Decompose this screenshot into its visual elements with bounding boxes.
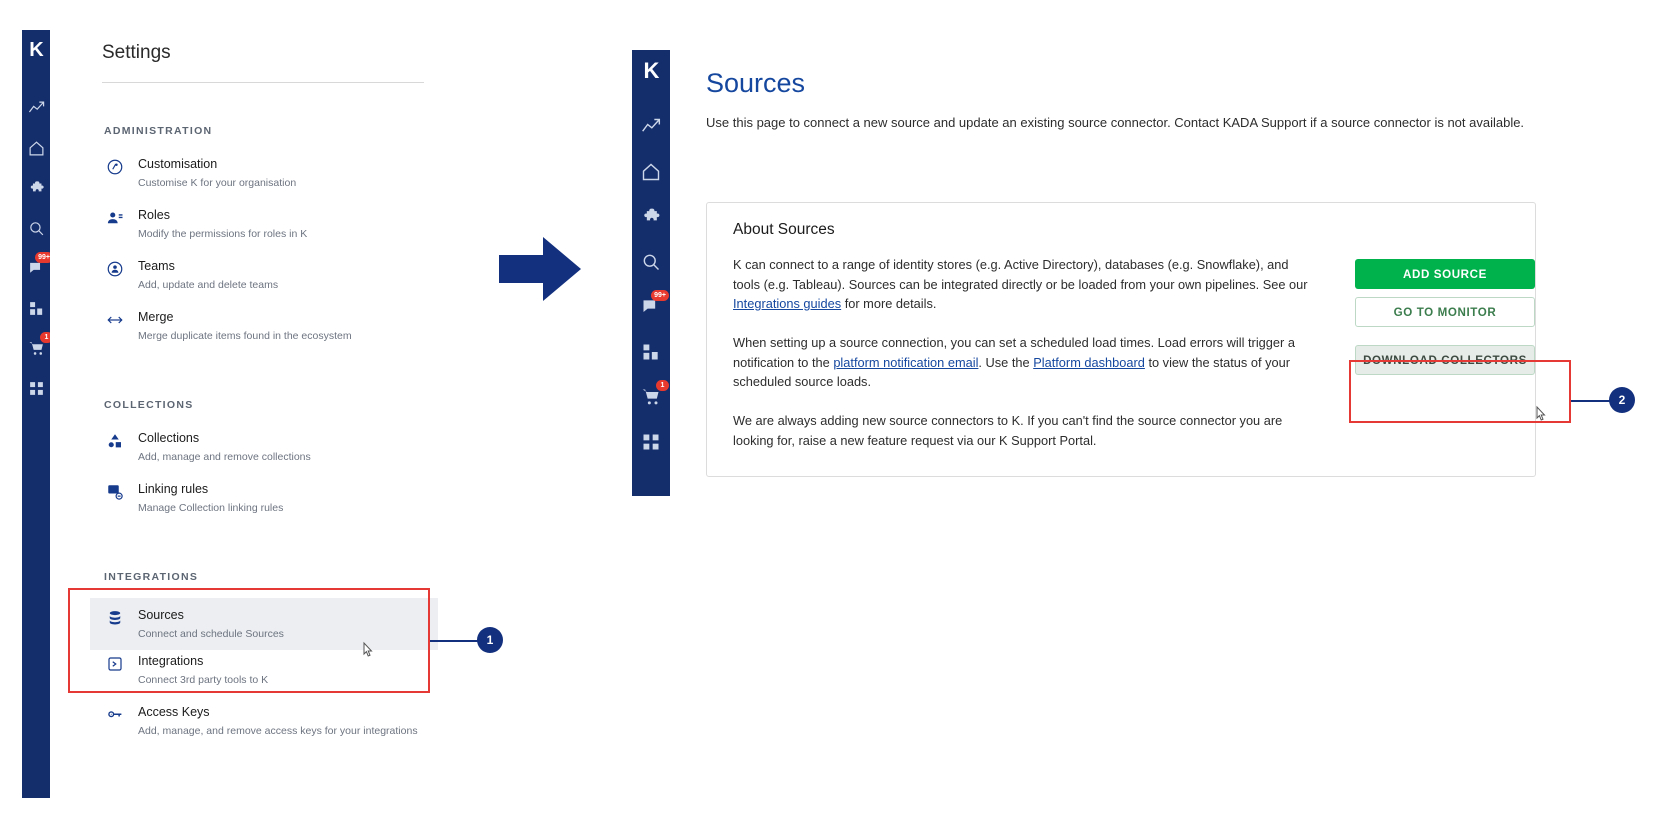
section-heading-collections: COLLECTIONS (104, 399, 194, 411)
sidebar-item-subtitle: Modify the permissions for roles in K (138, 228, 308, 240)
paragraph-text: We are always adding new source connectors to K. If you can't find the source connector you are looking for, raise a new feature request via our K Support Portal. (733, 413, 1283, 448)
sidebar-item-title: Linking rules (138, 482, 209, 496)
search-icon[interactable] (26, 218, 46, 238)
sidebar-item-title: Customisation (138, 157, 218, 171)
card-paragraph-3 (733, 411, 1311, 450)
customisation-icon (104, 156, 126, 178)
trending-icon[interactable] (640, 116, 662, 138)
search-icon[interactable] (640, 251, 662, 273)
apps-icon[interactable] (640, 431, 662, 453)
chat-icon[interactable] (640, 292, 666, 318)
puzzle-icon[interactable] (640, 206, 662, 228)
sidebar-item-title: Roles (138, 208, 170, 222)
callout-badge-1: 1 (477, 627, 503, 653)
teams-icon (104, 258, 126, 280)
card-paragraph-1 (733, 255, 1311, 314)
app-logo: K (643, 58, 659, 83)
sitemap-icon[interactable] (26, 298, 46, 318)
cart-icon[interactable] (640, 382, 665, 408)
paragraph-text: . Use the (978, 354, 1034, 370)
sidebar-item-subtitle: Manage Collection linking rules (138, 502, 284, 514)
cart-badge: 1 (656, 380, 669, 391)
chat-icon[interactable] (26, 254, 50, 278)
mouse-cursor (1533, 404, 1549, 424)
sidebar-item-title: Teams (138, 259, 175, 273)
puzzle-icon[interactable] (26, 178, 46, 198)
page-title: Settings (102, 42, 171, 63)
sidebar-item-subtitle: Add, manage and remove collections (138, 451, 311, 463)
apps-icon[interactable] (26, 378, 46, 398)
home-icon[interactable] (26, 138, 46, 158)
paragraph-text: to view the status of your scheduled source loads. (733, 354, 1290, 389)
roles-icon (104, 207, 126, 229)
sidebar-item-merge[interactable] (104, 308, 424, 344)
flow-arrow-icon (497, 233, 583, 305)
sidebar-item-title: Collections (138, 431, 200, 445)
paragraph-text: K can connect to a range of identity stores (e.g. Active Directory), databases (e.g. Snowflake), and tools (e.g. Tableau). Sources can be integrated directly or be loaded from your own pipelines. See our (733, 257, 1308, 292)
page-title: Sources (706, 68, 806, 98)
sitemap-icon[interactable] (640, 341, 662, 363)
sidebar-item-subtitle: Add, update and delete teams (138, 279, 279, 291)
title-divider (102, 82, 424, 83)
sidebar-item-collections[interactable] (104, 429, 424, 465)
platform-dashboard-link[interactable]: Platform dashboard (1033, 354, 1145, 370)
left-nav-rail (22, 30, 50, 798)
chat-badge: 99+ (651, 290, 669, 301)
highlight-box-integrations (68, 588, 430, 693)
card-title: About Sources (733, 221, 835, 238)
collections-icon (104, 430, 126, 452)
sidebar-item-title: Merge (138, 310, 174, 324)
right-nav-rail (632, 50, 670, 496)
sidebar-item-subtitle: Merge duplicate items found in the ecosystem (138, 330, 352, 342)
linking-rules-icon (104, 481, 126, 503)
merge-icon (104, 309, 126, 331)
go-to-monitor-button[interactable]: GO TO MONITOR (1355, 297, 1535, 327)
cart-badge: 1 (40, 332, 53, 343)
paragraph-text: When setting up a source connection, you can set a scheduled load times. Load errors will trigger a notification to the (733, 335, 1295, 370)
cart-icon[interactable] (26, 334, 49, 358)
paragraph-text: for more details. (841, 296, 937, 311)
sidebar-item-subtitle: Connect 3rd party tools to K (138, 674, 269, 686)
section-heading-administration: ADMINISTRATION (104, 125, 213, 137)
sources-screenshot (632, 50, 1642, 496)
sidebar-item-title: Integrations (138, 654, 204, 668)
sidebar-item-subtitle: Customise K for your organisation (138, 177, 297, 189)
sidebar-item-title: Access Keys (138, 705, 210, 719)
sidebar-item-title: Sources (138, 608, 184, 622)
download-collectors-button[interactable]: DOWNLOAD COLLECTORS (1355, 345, 1535, 375)
about-sources-card (706, 202, 1536, 477)
rail-icon-list (640, 116, 666, 453)
sidebar-item-teams[interactable] (104, 257, 424, 293)
sidebar-item-subtitle: Add, manage, and remove access keys for your integrations (138, 725, 418, 737)
integrations-guides-link[interactable]: Integrations guides (733, 296, 842, 311)
sidebar-item-customisation[interactable] (104, 155, 424, 191)
trending-icon[interactable] (26, 98, 46, 118)
app-logo: K (29, 39, 43, 61)
page-description: Use this page to connect a new source and update an existing source connector. Contact KADA Support if a source connector is not available. (706, 115, 1525, 130)
home-icon[interactable] (640, 161, 662, 183)
card-paragraph-2 (733, 333, 1311, 392)
chat-badge: 99+ (35, 252, 53, 263)
rail-icon-list (22, 98, 50, 398)
access-keys-icon (104, 704, 126, 726)
sidebar-item-access-keys[interactable] (104, 703, 464, 739)
sidebar-item-roles[interactable] (104, 206, 424, 242)
sidebar-item-linking-rules[interactable] (104, 480, 424, 516)
add-source-button[interactable]: ADD SOURCE (1355, 259, 1535, 289)
callout-badge-2: 2 (1609, 387, 1635, 413)
sidebar-item-subtitle: Connect and schedule Sources (138, 628, 284, 640)
section-heading-integrations: INTEGRATIONS (104, 571, 199, 583)
platform-notification-email-link[interactable]: platform notification email (833, 354, 979, 370)
